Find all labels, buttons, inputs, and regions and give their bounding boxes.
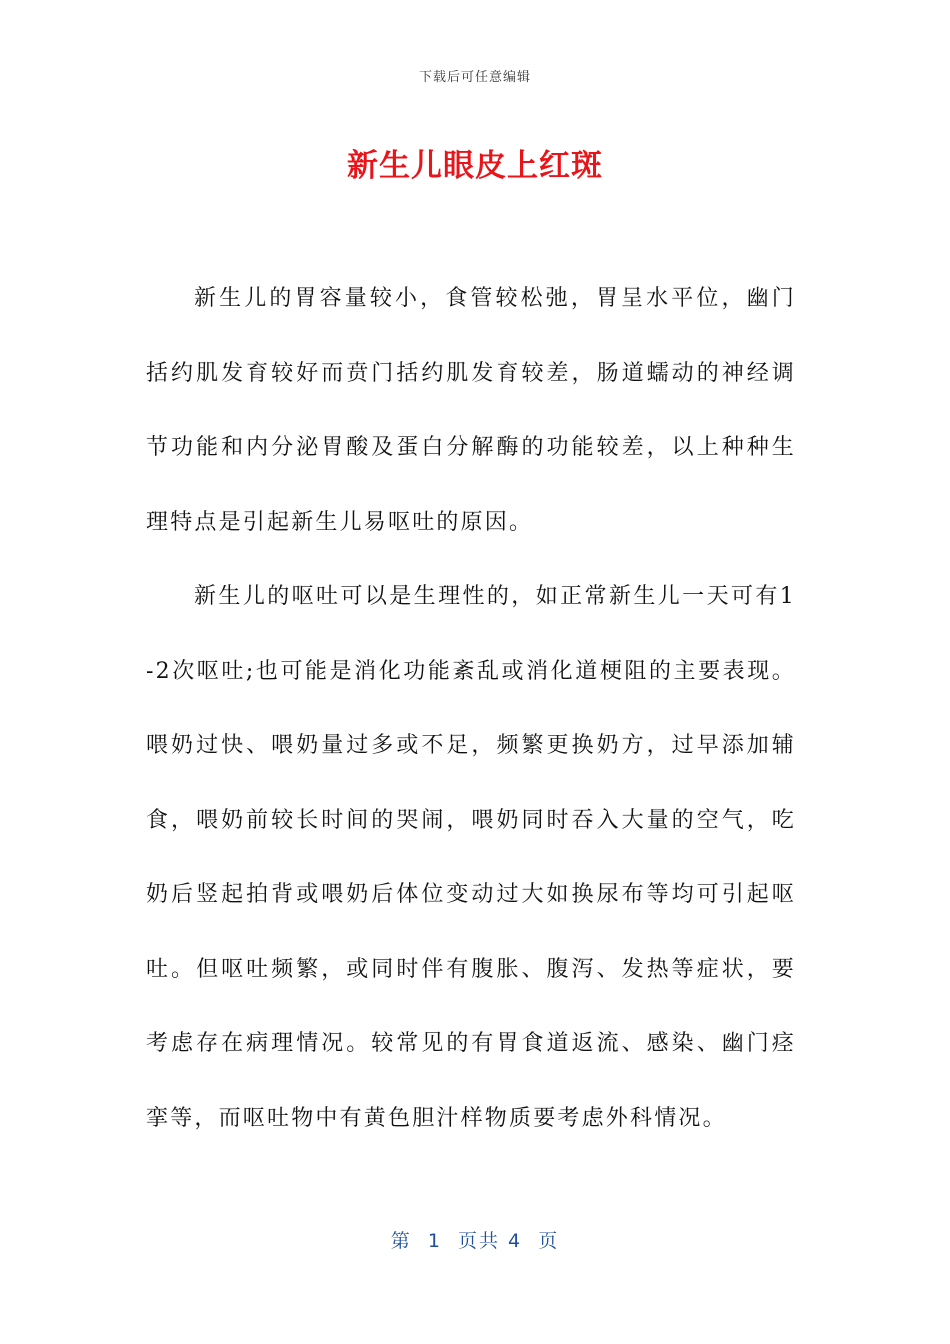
document-body [146, 262, 796, 1156]
paragraph-2: 新生儿的呕吐可以是生理性的，如正常新生儿一天可有1-2次呕吐;也可能是消化功能紊乱或消化道梗阻的主要表现。喂奶过快、喂奶量过多或不足，频繁更换奶方，过早添加辅食，喂奶前较长时间的哭闹，喂奶同时吞入大量的空气，吃奶后竖起拍背或喂奶后体位变动过大如换尿布等均可引起呕吐。但呕吐频繁，或同时伴有腹胀、腹泻、发热等症状，要考虑存在病理情况。较常见的有胃食道返流、感染、幽门痉挛等，而呕吐物中有黄色胆汁样物质要考虑外科情况。 [146, 584, 796, 1131]
paragraph-1: 新生儿的胃容量较小，食管较松弛，胃呈水平位，幽门括约肌发育较好而贲门括约肌发育较差，肠道蠕动的神经调节功能和内分泌胃酸及蛋白分解酶的功能较差，以上种种生理特点是引起新生儿易呕吐的原因。 [146, 286, 796, 535]
page-footer: 第 1 页共 4 页 [390, 1230, 560, 1252]
document-title: 新生儿眼皮上红斑 [347, 148, 603, 184]
header-note: 下载后可任意编辑 [418, 70, 531, 85]
